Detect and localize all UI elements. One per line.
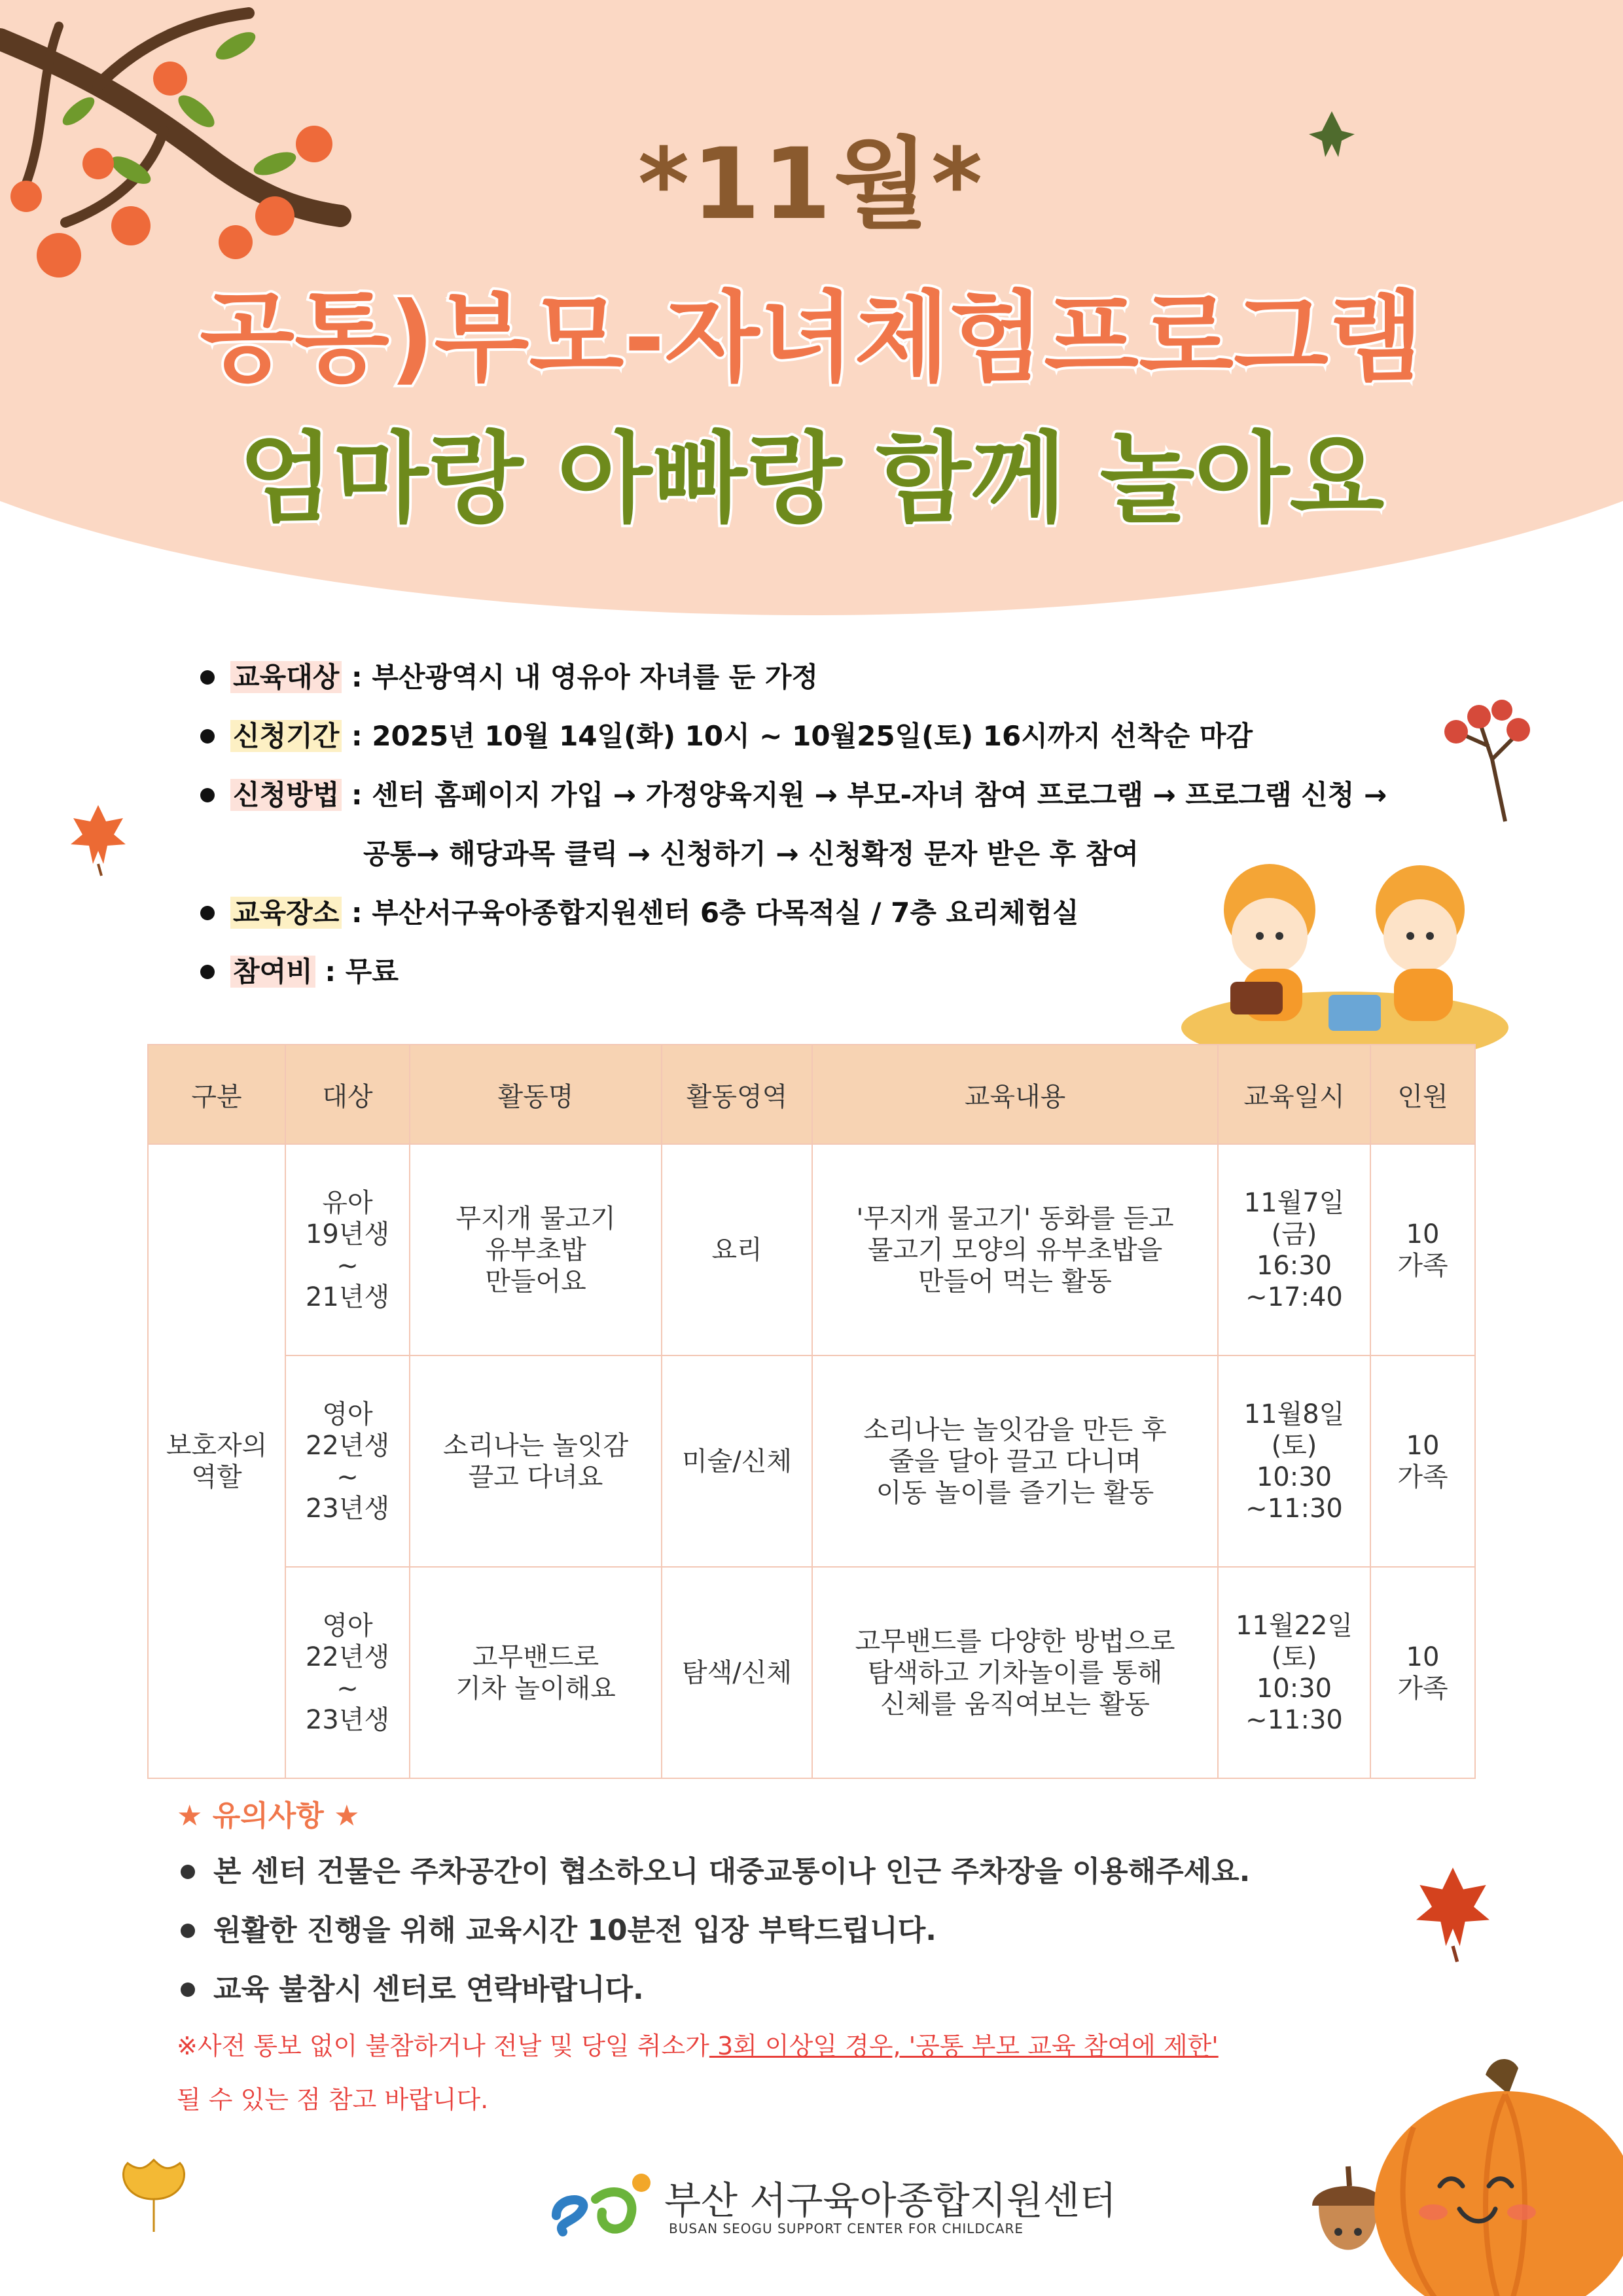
- center-name-english: BUSAN SEOGU SUPPORT CENTER FOR CHILDCARE: [669, 2221, 1024, 2236]
- activity-name-cell: 고무밴드로 기차 놀이해요: [410, 1567, 662, 1778]
- target-cell: 유아 19년생 ~ 21년생: [285, 1144, 410, 1355]
- activity-name-cell: 소리나는 놀잇감 끌고 다녀요: [410, 1355, 662, 1567]
- center-logo-icon: [543, 2170, 654, 2242]
- notice-item: [177, 1960, 1420, 2019]
- activity-area-cell: 미술/신체: [662, 1355, 812, 1567]
- content-cell: 소리나는 놀잇감을 만든 후 줄을 달아 끌고 다니며 이동 놀이를 즐기는 활동: [812, 1355, 1218, 1567]
- program-title: 공통)부모-자녀체험프로그램: [200, 281, 1423, 395]
- content-cell: 고무밴드를 다양한 방법으로 탐색하고 기차놀이를 통해 신체를 움직여보는 활동: [812, 1567, 1218, 1778]
- maple-leaf-icon: [1407, 1859, 1499, 1964]
- activity-name-cell: 무지개 물고기 유부초밥 만들어요: [410, 1144, 662, 1355]
- month-title: *11월*: [637, 128, 986, 242]
- bullet-icon: [181, 1865, 195, 1879]
- info-key: 신청기간: [230, 720, 342, 752]
- notice-text: 본 센터 건물은 주차공간이 협소하오니 대중교통이나 인근 주차장을 이용해주세요.: [213, 1855, 1251, 1888]
- notice-text: 교육 불참시 센터로 연락바랍니다.: [213, 1973, 644, 2006]
- children-picnic-illustration: [1171, 831, 1518, 1067]
- target-cell: 영아 22년생 ~ 23년생: [285, 1567, 410, 1778]
- bullet-icon: [200, 965, 215, 979]
- datetime-cell: 11월7일 (금) 16:30 ~17:40: [1218, 1144, 1370, 1355]
- info-value: : 무료: [315, 956, 399, 988]
- info-value: : 센터 홈페이지 가입 → 가정양육지원 → 부모-자녀 참여 프로그램 → 프로그램 신청 →: [342, 779, 1387, 811]
- activity-area-cell: 요리: [662, 1144, 812, 1355]
- column-header: 교육일시: [1218, 1045, 1370, 1144]
- berry-branch-icon: [1440, 694, 1531, 825]
- category-cell: 보호자의 역할: [148, 1144, 285, 1778]
- column-header: 활동명: [410, 1045, 662, 1144]
- table-header-row: [148, 1045, 1475, 1144]
- column-header: 구분: [148, 1045, 285, 1144]
- people-cell: 10 가족: [1370, 1567, 1475, 1778]
- warning-part: 될 수 있는 점 참고 바랍니다.: [177, 2085, 489, 2114]
- table-row: [148, 1567, 1475, 1778]
- center-logo: [543, 2170, 1132, 2242]
- center-name: 부산 서구육아종합지원센터: [664, 2178, 1116, 2223]
- info-key: 참여비: [230, 956, 315, 988]
- datetime-cell: 11월22일 (토) 10:30 ~11:30: [1218, 1567, 1370, 1778]
- notice-text: 원활한 진행을 위해 교육시간 10분전 입장 부탁드립니다.: [213, 1914, 936, 1947]
- pumpkin-illustration: [1368, 2049, 1623, 2296]
- column-header: 교육내용: [812, 1045, 1218, 1144]
- bullet-icon: [200, 729, 215, 744]
- content-cell: '무지개 물고기' 동화를 듣고 물고기 모양의 유부초밥을 만들어 먹는 활동: [812, 1144, 1218, 1355]
- column-header: 활동영역: [662, 1045, 812, 1144]
- column-header: 인원: [1370, 1045, 1475, 1144]
- info-key: 신청방법: [230, 779, 342, 811]
- people-cell: 10 가족: [1370, 1144, 1475, 1355]
- bullet-icon: [181, 1982, 195, 1997]
- info-key: 교육장소: [230, 897, 342, 929]
- program-subtitle: 엄마랑 아빠랑 함께 놀아요: [238, 422, 1385, 536]
- table-row: [148, 1144, 1475, 1355]
- info-period: [196, 707, 1440, 766]
- info-value: : 부산서구육아종합지원센터 6층 다목적실 / 7층 요리체험실: [342, 897, 1079, 929]
- info-method-continued: 공통→ 해당과목 클릭 → 신청하기 → 신청확정 문자 받은 후 참여: [363, 838, 1139, 870]
- info-value: : 2025년 10월 14일(화) 10시 ~ 10월25일(토) 16시까지 선착순 마감: [342, 720, 1253, 752]
- bullet-icon: [200, 670, 215, 685]
- notice-item: [177, 1901, 1420, 1960]
- people-cell: 10 가족: [1370, 1355, 1475, 1567]
- bullet-icon: [181, 1924, 195, 1938]
- maple-leaf-icon: [65, 798, 131, 877]
- ginkgo-leaf-icon: [111, 2153, 196, 2238]
- column-header: 대상: [285, 1045, 410, 1144]
- notice-title: ★ 유의사항 ★: [177, 1799, 360, 1833]
- bullet-icon: [200, 788, 215, 802]
- info-value: : 부산광역시 내 영유아 자녀를 둔 가정: [342, 661, 819, 693]
- info-method: [196, 766, 1440, 825]
- program-table: [147, 1044, 1476, 1779]
- notice-section: [177, 1790, 1420, 2126]
- bullet-icon: [200, 906, 215, 920]
- info-target: [196, 648, 1440, 707]
- datetime-cell: 11월8일 (토) 10:30 ~11:30: [1218, 1355, 1370, 1567]
- table-row: [148, 1355, 1475, 1567]
- activity-area-cell: 탐색/신체: [662, 1567, 812, 1778]
- info-key: 교육대상: [230, 661, 342, 693]
- warning-text: [177, 2019, 1420, 2126]
- warning-emphasis: 3회 이상일 경우, '공통 부모 교육 참여에 제한': [709, 2032, 1219, 2060]
- notice-item: [177, 1842, 1420, 1901]
- warning-part: ※사전 통보 없이 불참하거나 전날 및 당일 취소가: [177, 2032, 709, 2060]
- target-cell: 영아 22년생 ~ 23년생: [285, 1355, 410, 1567]
